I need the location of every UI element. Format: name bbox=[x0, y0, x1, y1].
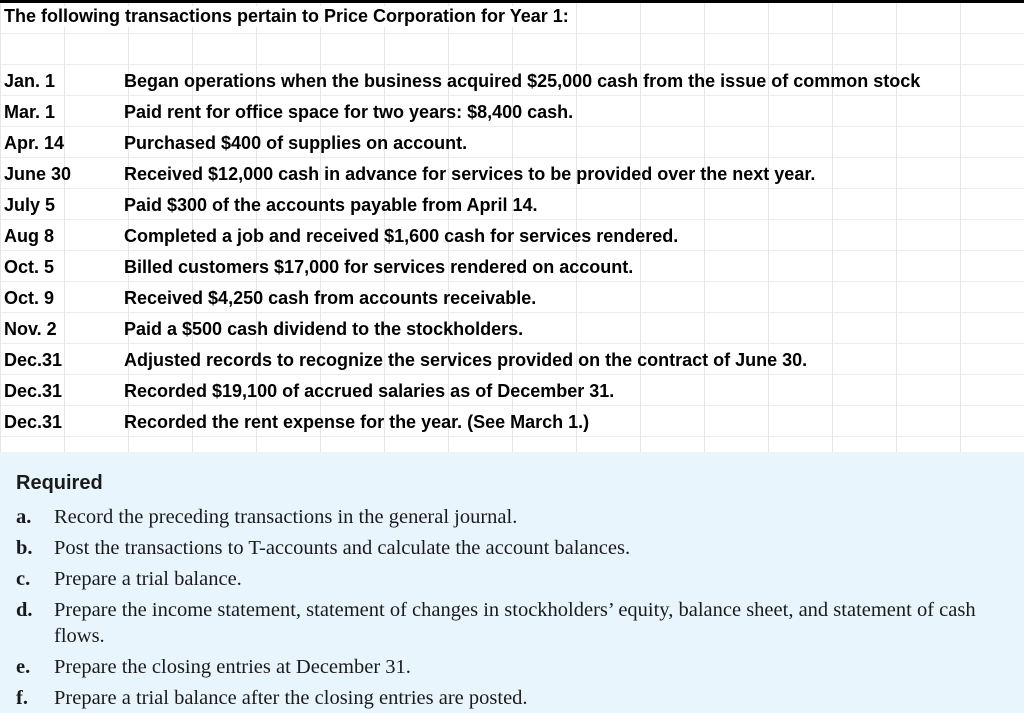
transaction-date: Oct. 9 bbox=[4, 288, 55, 308]
required-section bbox=[0, 452, 1024, 713]
transaction-list bbox=[0, 66, 1024, 438]
required-item bbox=[0, 654, 1024, 680]
transaction-description: Paid a $500 cash dividend to the stockholders. bbox=[124, 319, 524, 339]
transaction-date: Mar. 1 bbox=[4, 102, 56, 122]
transaction-description: Received $12,000 cash in advance for services to be provided over the next year. bbox=[124, 164, 816, 184]
required-item-text: Prepare a trial balance. bbox=[54, 568, 242, 590]
transaction-date: Jan. 1 bbox=[4, 71, 56, 91]
required-item-letter: b. bbox=[16, 537, 33, 559]
transaction-description: Began operations when the business acquired $25,000 cash from the issue of common stock bbox=[124, 71, 921, 91]
transaction-description: Recorded $19,100 of accrued salaries as of December 31. bbox=[124, 381, 615, 401]
transaction-date: July 5 bbox=[4, 195, 56, 215]
required-item-letter: d. bbox=[16, 599, 33, 621]
transaction-description: Billed customers $17,000 for services rendered on account. bbox=[124, 257, 634, 277]
transaction-row bbox=[0, 66, 1024, 97]
transaction-description: Received $4,250 cash from accounts receivable. bbox=[124, 288, 537, 308]
transaction-date: Dec.31 bbox=[4, 350, 63, 370]
transaction-date: Apr. 14 bbox=[4, 133, 65, 153]
required-item bbox=[0, 685, 1024, 711]
required-title: Required bbox=[16, 472, 103, 494]
required-item-letter: e. bbox=[16, 656, 31, 678]
transaction-date: Nov. 2 bbox=[4, 319, 57, 339]
required-item bbox=[0, 597, 1024, 649]
transaction-row bbox=[0, 407, 1024, 438]
transaction-description: Recorded the rent expense for the year. (See March 1.) bbox=[124, 412, 590, 432]
required-item-text: Post the transactions to T-accounts and calculate the account balances. bbox=[54, 537, 631, 559]
transaction-date: Oct. 5 bbox=[4, 257, 55, 277]
transaction-row bbox=[0, 97, 1024, 128]
transaction-description: Purchased $400 of supplies on account. bbox=[124, 133, 468, 153]
transaction-description: Completed a job and received $1,600 cash for services rendered. bbox=[124, 226, 679, 246]
transaction-description: Paid $300 of the accounts payable from April 14. bbox=[124, 195, 538, 215]
transaction-date: Dec.31 bbox=[4, 412, 63, 432]
transaction-row bbox=[0, 252, 1024, 283]
transaction-description: Adjusted records to recognize the services provided on the contract of June 30. bbox=[124, 350, 808, 370]
required-item-letter: f. bbox=[16, 687, 28, 709]
transaction-row bbox=[0, 159, 1024, 190]
required-item bbox=[0, 535, 1024, 561]
top-rule bbox=[0, 0, 1024, 3]
sheet-heading: The following transactions pertain to Price Corporation for Year 1: bbox=[4, 6, 573, 27]
required-list bbox=[0, 504, 1024, 713]
required-item-letter: c. bbox=[16, 568, 31, 590]
transaction-row bbox=[0, 283, 1024, 314]
required-item-text: Prepare the income statement, statement of changes in stockholders’ equity, balance sheet, and statement of cash flows. bbox=[54, 599, 976, 647]
required-item-text: Record the preceding transactions in the general journal. bbox=[54, 506, 518, 528]
transaction-date: Dec.31 bbox=[4, 381, 63, 401]
required-item-text: Prepare the closing entries at December 31. bbox=[54, 656, 411, 678]
transaction-row bbox=[0, 345, 1024, 376]
required-item bbox=[0, 504, 1024, 530]
transaction-description: Paid rent for office space for two years: $8,400 cash. bbox=[124, 102, 574, 122]
transaction-row bbox=[0, 314, 1024, 345]
transaction-row bbox=[0, 190, 1024, 221]
required-item-letter: a. bbox=[16, 506, 32, 528]
required-item-text: Prepare a trial balance after the closing entries are posted. bbox=[54, 687, 528, 709]
transaction-date: June 30 bbox=[4, 164, 72, 184]
required-item bbox=[0, 566, 1024, 592]
transaction-row bbox=[0, 376, 1024, 407]
transaction-row bbox=[0, 128, 1024, 159]
transaction-date: Aug 8 bbox=[4, 226, 55, 246]
transaction-row bbox=[0, 221, 1024, 252]
